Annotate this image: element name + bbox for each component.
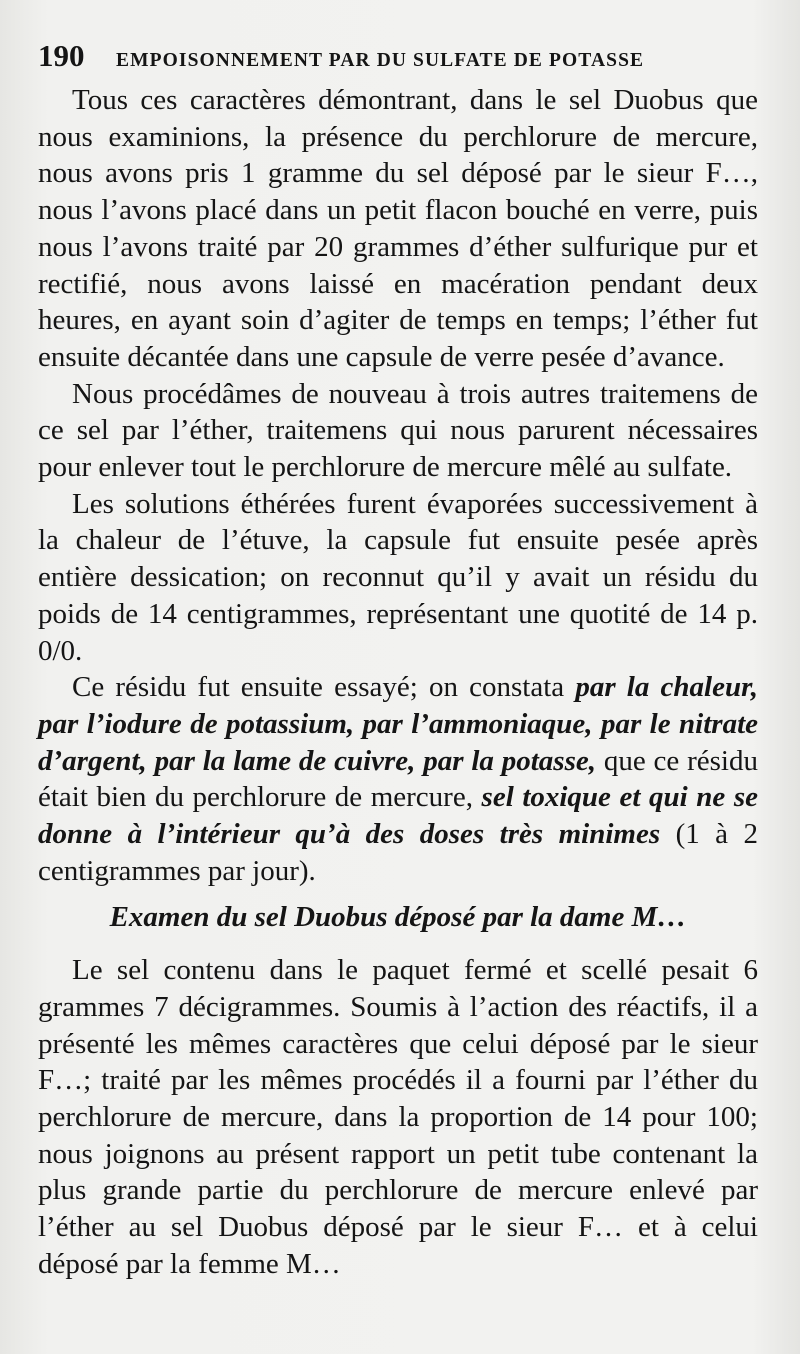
- running-head: EMPOISONNEMENT PAR DU SULFATE DE POTASSE: [116, 50, 645, 71]
- paragraph-1: Tous ces caractères démontrant, dans le sel Duobus que nous examinions, la présence du perchlorure de mercure, nous avons pris 1 gramme du sel déposé par le sieur F…, nous l’avons placé dans un petit flacon bouché en verre, puis nous l’avons traité par 20 grammes d’éther sulfurique pur et rectifié, nous avons laissé en macération pendant deux heures, en ayant soin d’agiter de temps en temps; l’éther fut ensuite décantée dans une capsule de verre pesée d’avance.: [38, 84, 758, 373]
- paragraph-4-italic-toxic: sel toxique et qui ne se donne à l’intérieur qu’à des doses très minimes: [38, 781, 758, 851]
- page-header: [38, 38, 758, 82]
- body-text: [38, 82, 758, 1283]
- paragraph-2: Nous procédâmes de nouveau à trois autres traitemens de ce sel par l’éther, traitemens qui nous parurent nécessaires pour enlever tout le perchlorure de mercure mêlé au sulfate.: [38, 377, 758, 484]
- paragraph-4-text-e: (1 à 2 centigrammes par jour).: [38, 818, 758, 887]
- paragraph-4: [38, 669, 758, 889]
- paragraph-4-italic-reagents: par la chaleur, par l’iodure de potassium, par l’ammoniaque, par le nitrate d’argent, par la lame de cuivre, par la potasse,: [38, 671, 759, 777]
- paragraph-4-text-c: que ce résidu était bien du perchlorure de mercure,: [38, 744, 758, 814]
- paragraph-5: Le sel contenu dans le paquet fermé et scellé pesait 6 grammes 7 décigrammes. Soumis à l’action des réactifs, il a présenté les mêmes caractères que celui déposé par le sieur F…; traité par les mêmes procédés il a fourni par l’éther du perchlorure de mercure, dans la proportion de 14 pour 100; nous joignons au présent rapport un petit tube contenant la plus grande partie du perchlorure de mercure enlevé par l’éther au sel Duobus déposé par le sieur F… et à celui déposé par la femme M…: [38, 954, 758, 1280]
- page-number: 190: [38, 38, 85, 73]
- section-heading: Examen du sel Duobus déposé par la dame M…: [109, 901, 687, 934]
- paragraph-4-text-a: Ce résidu fut ensuite essayé; on constata: [72, 671, 576, 704]
- paragraph-3: Les solutions éthérées furent évaporées successivement à la chaleur de l’étuve, la capsule fut ensuite pesée après entière dessication; on reconnut qu’il y avait un résidu du poids de 14 centigrammes, représentant une quotité de 14 p. 0/0.: [38, 487, 758, 667]
